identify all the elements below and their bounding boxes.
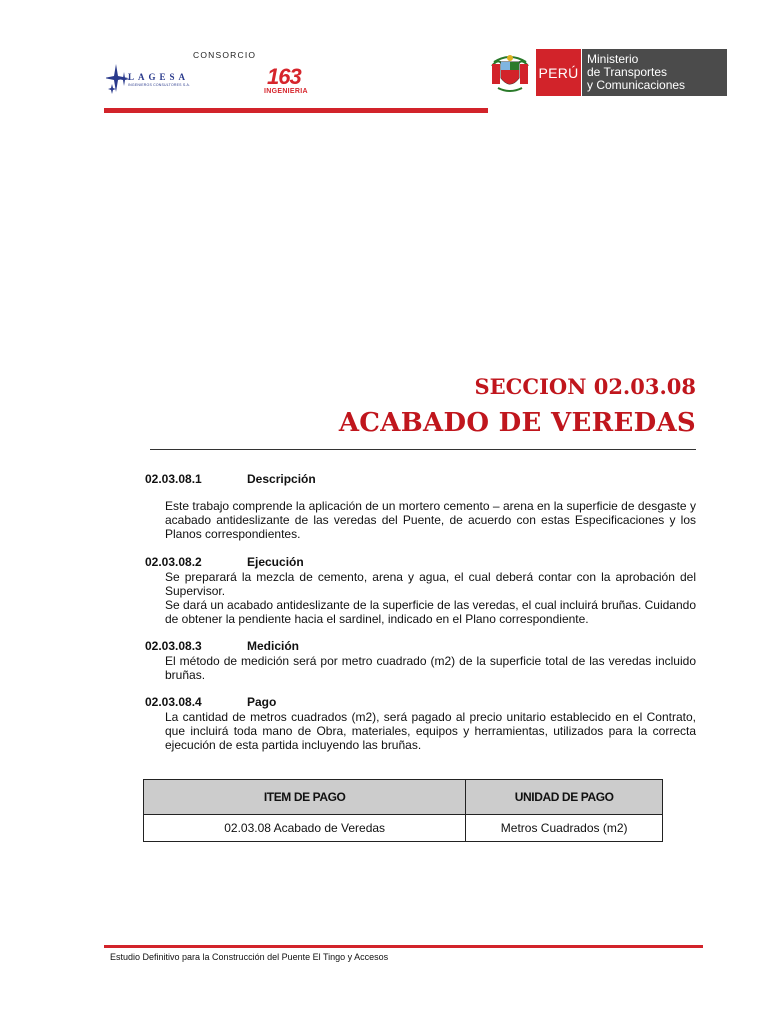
footer-red-bar <box>104 945 703 948</box>
ministry-line-3: y Comunicaciones <box>587 78 686 92</box>
section-paragraph: Se dará un acabado antideslizante de la superficie de las veredas, el cual incluirá bruñas. Cuidando de obtener la pendiente hacia el sardinel, indicado en el Plano correspondiente. <box>165 598 697 626</box>
table-cell-item: 02.03.08 Acabado de Veredas <box>144 815 466 842</box>
section-heading: Medición <box>247 639 300 653</box>
main-title: ACABADO DE VEREDAS <box>338 408 696 438</box>
section-paragraph: Se preparará la mezcla de cemento, arena y agua, el cual deberá contar con la aprobación del Supervisor. <box>165 570 696 598</box>
section-heading: Descripción <box>247 472 316 486</box>
table-row <box>144 815 663 842</box>
ministry-line-2: de Transportes <box>587 65 668 79</box>
section-paragraph: Este trabajo comprende la aplicación de un mortero cemento – arena en la superficie de desgaste y acabado antideslizante de las veredas del Puente, de acuerdo con estas Especificaciones y los Planos correspondientes. <box>165 499 696 541</box>
table-header-unit: UNIDAD DE PAGO <box>466 780 663 815</box>
section-number-title: SECCION 02.03.08 <box>474 374 696 399</box>
peru-brand-box <box>536 49 581 96</box>
section-number: 02.03.08.3 <box>145 639 202 653</box>
table-header-row <box>144 780 663 815</box>
section-paragraph: La cantidad de metros cuadrados (m2), será pagado al precio unitario establecido en el Contrato, que incluirá toda mano de Obra, materiales, equipos y herramientas, utilizados para la correcta ejecución de esta partida incluyendo las bruñas. <box>165 710 696 752</box>
ingenieria163-logo-label: INGENIERIA <box>264 88 308 95</box>
footer-text: Estudio Definitivo para la Construcción del Puente El Tingo y Accesos <box>110 952 389 962</box>
ministry-brand-box <box>581 49 727 96</box>
table-cell-unit: Metros Cuadrados (m2) <box>466 815 663 842</box>
title-divider <box>150 449 696 450</box>
ingenieria163-logo-number: 163 <box>267 64 301 89</box>
lagesa-logo-text: LAGESA <box>128 72 190 82</box>
header-red-bar <box>104 108 488 113</box>
ministry-line-1: Ministerio <box>587 52 639 66</box>
table-header-item: ITEM DE PAGO <box>144 780 466 815</box>
peru-coat-of-arms-icon <box>488 50 532 96</box>
peru-label: PERÚ <box>538 64 579 81</box>
section-number: 02.03.08.2 <box>145 555 202 569</box>
section-heading: Pago <box>247 695 277 709</box>
section-number: 02.03.08.1 <box>145 472 202 486</box>
section-heading: Ejecución <box>247 555 304 569</box>
section-number: 02.03.08.4 <box>145 695 202 709</box>
lagesa-logo-subtitle: INGENIEROS CONSULTORES S.A. <box>128 83 191 87</box>
payment-table <box>143 779 663 842</box>
consorcio-label: CONSORCIO <box>193 50 257 60</box>
section-paragraph: El método de medición será por metro cuadrado (m2) de la superficie total de las veredas incluido bruñas. <box>165 654 696 682</box>
